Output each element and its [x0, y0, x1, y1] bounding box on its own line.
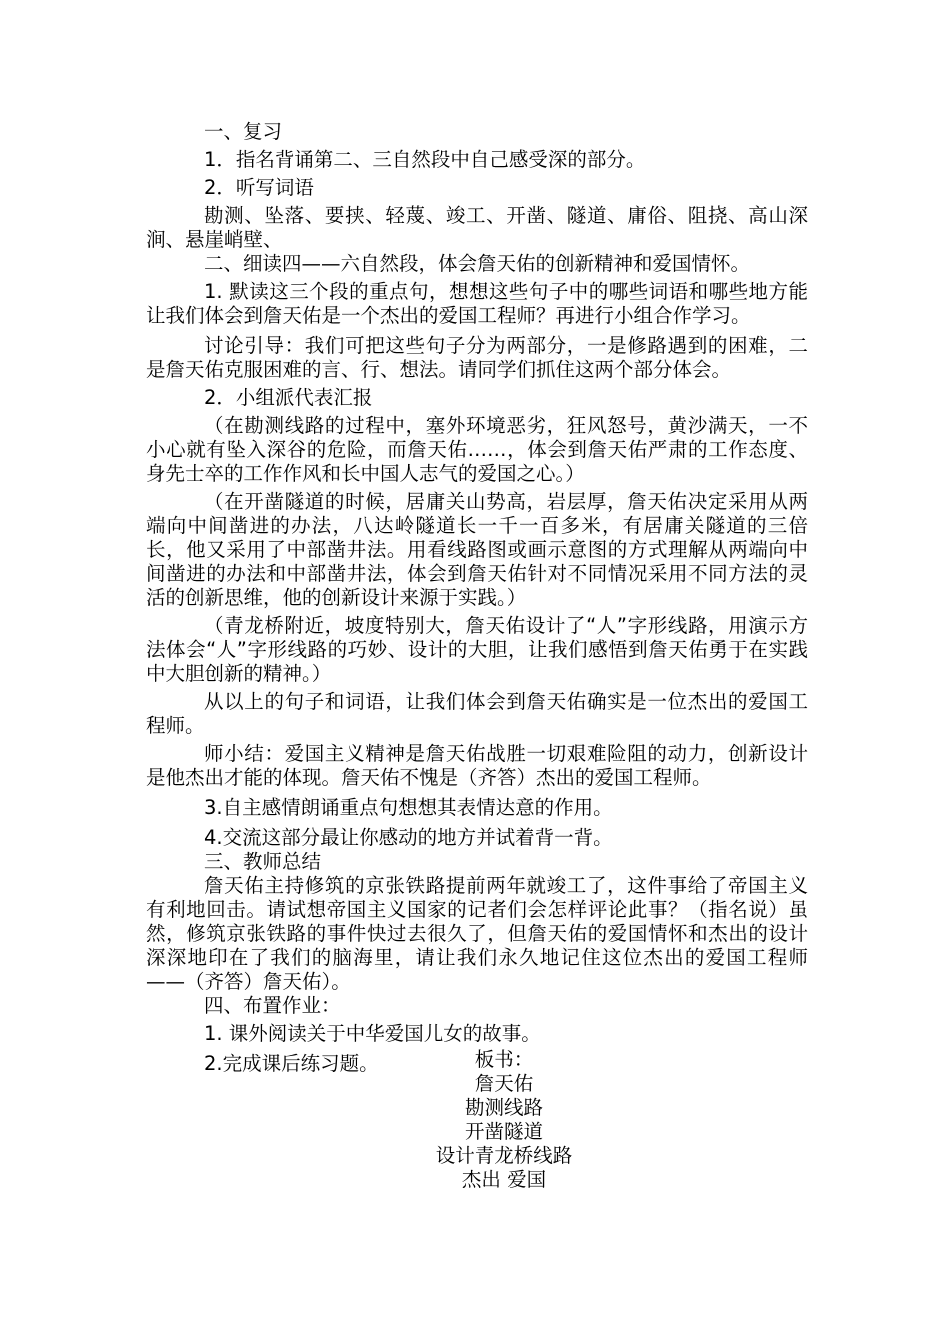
report-qinglong-bridge: （青龙桥附近，坡度特别大，詹天佑设计了“人”字形线路，用演示方法体会“人”字形线路的巧妙、设计的大胆，让我们感悟到詹天佑勇于在实践中大胆创新的精神。）: [146, 614, 808, 685]
homework-item-1: 1. 课外阅读关于中华爱国儿女的故事。: [204, 1022, 541, 1045]
teacher-summary: 师小结：爱国主义精神是詹天佑战胜一切艰难险阻的动力，创新设计是他杰出才能的体现。詹天佑不愧是（齐答）杰出的爱国工程师。: [146, 742, 808, 789]
reading-task-2: 2．小组派代表汇报: [204, 386, 373, 409]
review-item-1: 1．指名背诵第二、三自然段中自己感受深的部分。: [204, 148, 646, 171]
board-line: 詹天佑: [474, 1072, 534, 1095]
reading-task-3: 3.自主感情朗诵重点句想想其表情达意的作用。: [204, 796, 613, 819]
board-line: 设计青龙桥线路: [435, 1144, 573, 1167]
reading-task-4: 4.交流这部分最让你感动的地方并试着背一背。: [204, 826, 613, 849]
report-survey: （在勘测线路的过程中，塞外环境恶劣，狂风怒号，黄沙满天，一不小心就有坠入深谷的危险，而詹天佑……，体会到詹天佑严肃的工作态度、身先士卒的工作作风和长中国人志气的爱国之心。）: [146, 414, 808, 485]
homework-item-2: 2.完成课后练习题。: [204, 1052, 379, 1075]
teacher-summary-text: 詹天佑主持修筑的京张铁路提前两年就竣工了，这件事给了帝国主义有利地回击。请试想帝国主义国家的记者们会怎样评论此事？（指名说）虽然，修筑京张铁路的事件快过去很久了，但詹天佑的爱国情怀和杰出的设计深深地印在了我们的脑海里，请让我们永久地记住这位杰出的爱国工程师——（齐答）詹天佑）。: [146, 874, 808, 993]
board-line: 开凿隧道: [464, 1120, 543, 1143]
reading-task-1: 1. 默读这三个段的重点句，想想这些句子中的哪些词语和哪些地方能让我们体会到詹天佑是一个杰出的爱国工程师？再进行小组合作学习。: [146, 280, 808, 327]
blackboard-outline: [146, 1048, 862, 1192]
report-tunnel: （在开凿隧道的时候，居庸关山势高，岩层厚，詹天佑决定采用从两端向中间凿进的办法，八达岭隧道长一千一百多米，有居庸关隧道的三倍长，他又采用了中部凿井法。用看线路图或画示意图的方式理解从两端向中间凿进的办法和中部凿井法，体会到詹天佑针对不同情况采用不同方法的灵活的创新思维，他的创新设计来源于实践。）: [146, 490, 808, 609]
section-heading-teacher-summary: 三、教师总结: [204, 850, 322, 873]
lesson-body: [146, 120, 808, 1076]
board-title: 板书：: [474, 1048, 534, 1071]
section-heading-homework: 四、布置作业：: [204, 994, 341, 1017]
section-heading-close-reading: 二、细读四——六自然段，体会詹天佑的创新精神和爱国情怀。: [204, 252, 751, 275]
review-item-2: 2．听写词语: [204, 176, 314, 199]
board-line: 杰出 爱国: [461, 1168, 547, 1191]
section-heading-review: 一、复习: [204, 120, 283, 143]
dictation-words: 勘测、坠落、要挟、轻蔑、竣工、开凿、隧道、庸俗、阻挠、高山深涧、悬崖峭壁、: [146, 204, 808, 251]
conclusion-sentence: 从以上的句子和词语，让我们体会到詹天佑确实是一位杰出的爱国工程师。: [146, 690, 808, 737]
board-line: 勘测线路: [464, 1096, 543, 1119]
discussion-guide: 讨论引导：我们可把这些句子分为两部分，一是修路遇到的困难，二是詹天佑克服困难的言、行、想法。请同学们抓住这两个部分体会。: [146, 334, 808, 381]
